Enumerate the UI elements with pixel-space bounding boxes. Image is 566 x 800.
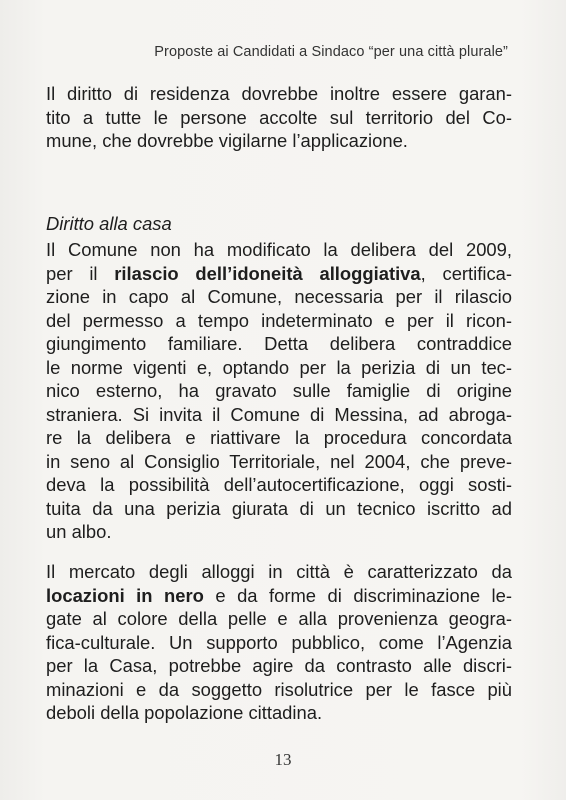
text-line: re la delibera e riattivare la procedura concordata: [46, 427, 512, 448]
text-segment: , certifica-: [420, 262, 512, 284]
text-segment: per il: [46, 262, 115, 284]
text-line: giungimento familiare. Detta delibera contraddice: [46, 333, 512, 354]
text-line-with-bold: [46, 262, 512, 286]
text-line: deboli della popolazione cittadina.: [46, 702, 323, 723]
text-line: tuita da una perizia giurata di un tecnico iscritto ad: [46, 497, 512, 519]
paragraph-housing-market: [46, 560, 512, 725]
text-segment: e da forme di discriminazione le-: [203, 584, 512, 606]
page-number: 13: [274, 750, 292, 769]
text-line: del permesso a tempo indeterminato e per il ricon-: [46, 309, 512, 331]
text-line-with-bold: [46, 584, 512, 608]
text-line: deva la possibilità dell’autocertificazione, oggi sosti-: [46, 474, 512, 495]
text-line: straniera. Si invita il Comune di Messina, ad abroga-: [46, 403, 512, 425]
text-line: nico esterno, ha gravato sulle famiglie di origine: [46, 380, 512, 401]
text-line: Il diritto di residenza dovrebbe inoltre essere garan-: [46, 83, 512, 104]
text-line: in seno al Consiglio Territoriale, nel 2004, che preve-: [46, 450, 512, 472]
bold-phrase: rilascio dell’idoneità alloggiativa: [114, 262, 421, 284]
text-line: un albo.: [46, 521, 112, 542]
paragraph-residence-right: [46, 82, 512, 153]
text-line: gate al colore della pelle e alla provenienza geogra-: [46, 608, 512, 629]
text-line: Il mercato degli alloggi in città è caratterizzato da: [46, 561, 512, 582]
paragraph-housing-certification: [46, 238, 512, 544]
text-line: Il Comune non ha modificato la delibera del 2009,: [46, 239, 512, 260]
running-header: Proposte ai Candidati a Sindaco “per una città plurale”: [154, 44, 508, 60]
text-line: per la Casa, potrebbe agire da contrasto alle discri-: [46, 655, 512, 676]
bold-phrase: locazioni in nero: [46, 584, 204, 606]
text-line: zione in capo al Comune, necessaria per il rilascio: [46, 286, 512, 307]
text-line: fica-culturale. Un supporto pubblico, come l’Agenzia: [46, 631, 512, 653]
section-heading: Diritto alla casa: [46, 213, 172, 234]
text-line: minazioni e da soggetto risolutrice per le fasce più: [46, 678, 512, 700]
text-line: tito a tutte le persone accolte sul territorio del Co-: [46, 106, 512, 128]
text-line: le norme vigenti e, optando per la perizia di un tec-: [46, 356, 512, 378]
text-line: mune, che dovrebbe vigilarne l’applicazione.: [46, 130, 408, 151]
